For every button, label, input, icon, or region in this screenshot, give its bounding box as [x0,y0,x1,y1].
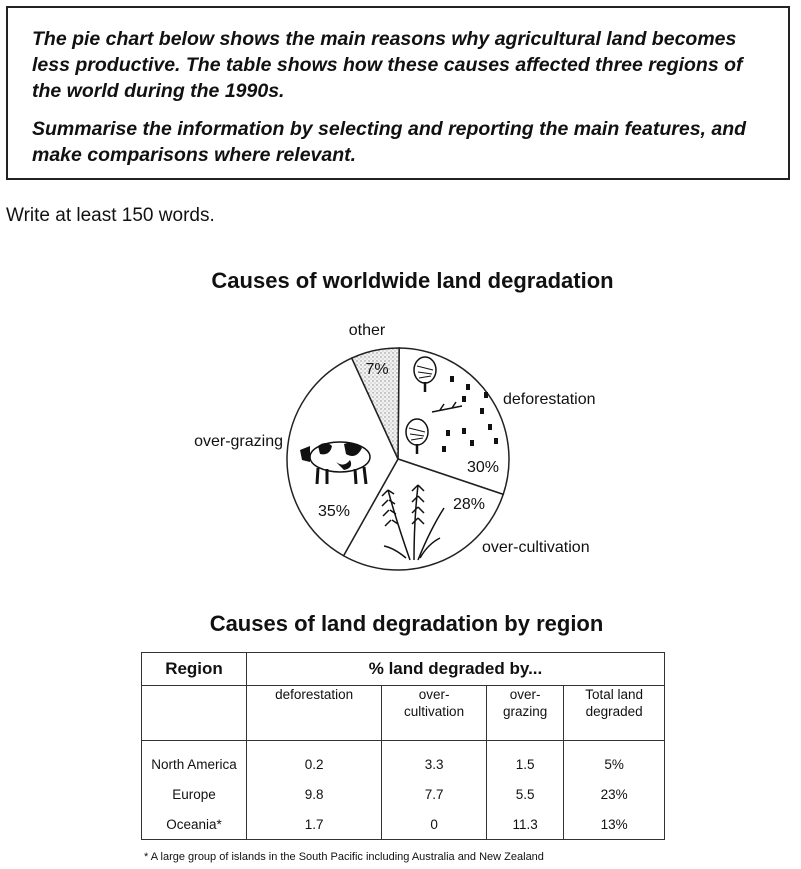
table-row [142,779,665,809]
value-cell: 23% [564,779,665,809]
slice-value-over-grazing: 35% [317,503,351,520]
word-count-instruction: Write at least 150 words. [6,205,215,226]
value-cell: 11.3 [486,809,564,840]
value-cell: 5% [564,741,665,780]
column-header: over- grazing [486,686,564,741]
slice-label-over-grazing: over-grazing [194,433,283,450]
value-cell: 13% [564,809,665,840]
table-row [142,741,665,780]
value-cell: 0 [382,809,487,840]
slice-value-other: 7% [365,361,389,378]
table-row [142,809,665,840]
slice-label-over-cultivation: over-cultivation [482,539,590,556]
slice-value-over-cultivation: 28% [452,496,486,513]
column-header: over- cultivation [382,686,487,741]
table-footnote: * A large group of islands in the South Pacific including Australia and New Zealand [144,851,544,863]
value-cell: 0.2 [247,741,382,780]
slice-label-deforestation: deforestation [503,391,596,408]
value-cell: 7.7 [382,779,487,809]
value-cell: 5.5 [486,779,564,809]
table-title: Causes of land degradation by region [209,611,604,636]
region-cell: Europe [142,779,247,809]
task-prompt-box [6,6,790,180]
region-header: Region [142,653,247,686]
empty-cell [142,686,247,741]
region-cell: North America [142,741,247,780]
region-table [141,652,665,840]
pie-chart-title: Causes of worldwide land degradation [211,268,614,293]
value-cell: 9.8 [247,779,382,809]
value-cell: 1.7 [247,809,382,840]
column-header: deforestation [247,686,382,741]
slice-label-other: other [348,322,386,339]
group-header: % land degraded by... [247,653,665,686]
task-paragraph-2: Summarise the information by selecting and reporting the main features, and make comparisons where relevant. [32,118,747,166]
value-cell: 3.3 [382,741,487,780]
region-cell: Oceania* [142,809,247,840]
column-header: Total land degraded [564,686,665,741]
slice-value-deforestation: 30% [466,459,500,476]
pie-chart [0,300,801,590]
task-paragraph-1: The pie chart below shows the main reasons why agricultural land becomes less productive. The table shows how these causes affected three regions of the world during the 1990s. [32,28,743,102]
value-cell: 1.5 [486,741,564,780]
